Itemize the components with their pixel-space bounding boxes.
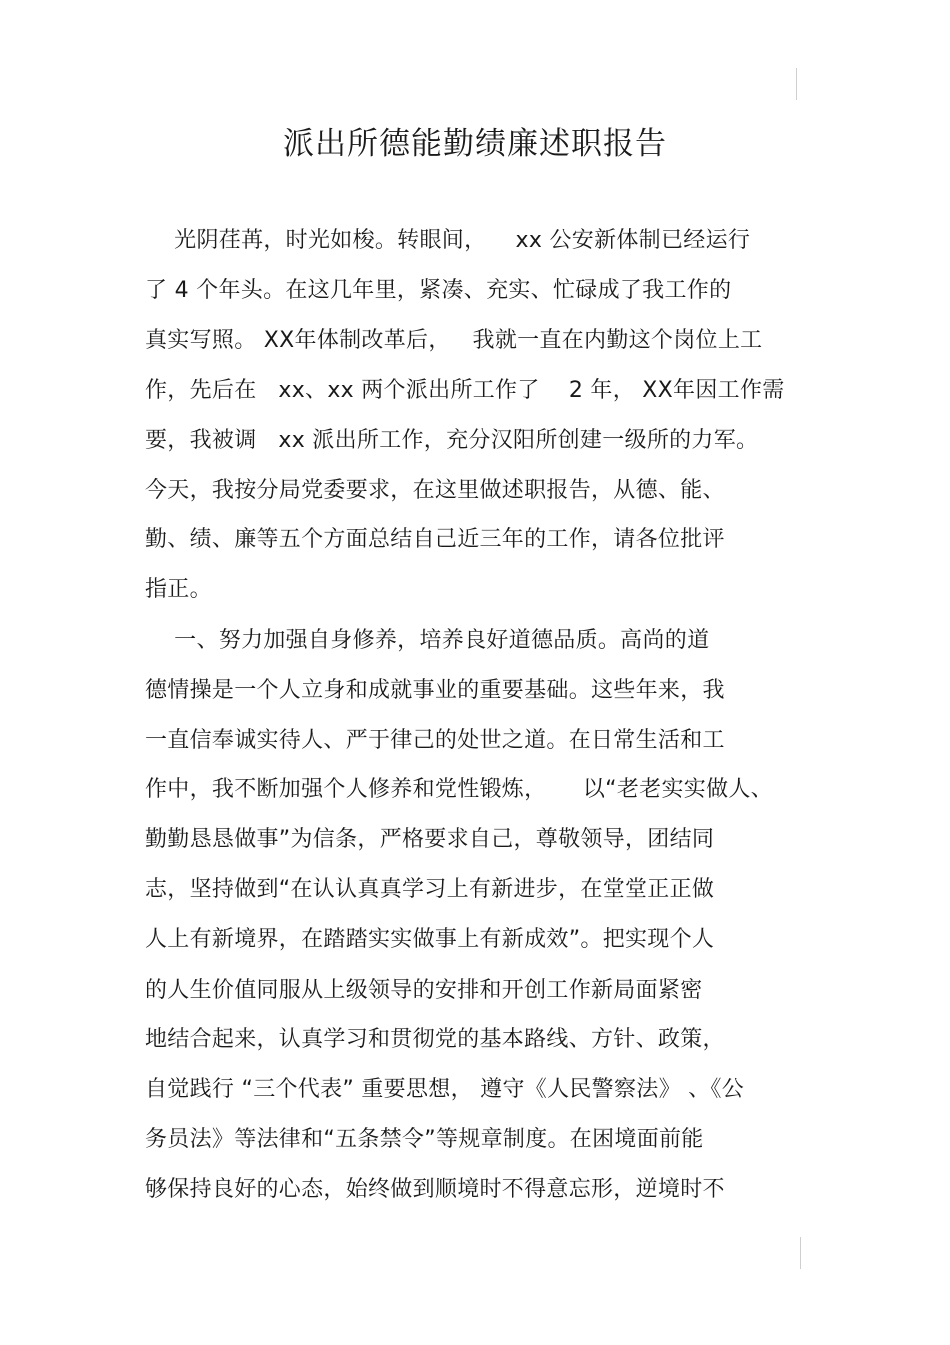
body-line: 一、努力加强自身修养，培养良好道德品质。高尚的道 xyxy=(145,628,710,653)
body-line: 了 4 个年头。在这几年里，紧凑、充实、忙碌成了我工作的 xyxy=(145,278,732,303)
document-title: 派出所德能勤绩廉述职报告 xyxy=(283,126,667,162)
body-line: 务员法》等法律和“五条禁令”等规章制度。在困境面前能 xyxy=(145,1127,704,1152)
body-line: 作中，我不断加强个人修养和党性锻炼， 以“老老实实做人、 xyxy=(145,777,773,802)
body-line: 德情操是一个人立身和成就事业的重要基础。这些年来，我 xyxy=(145,678,725,703)
body-line: 今天，我按分局党委要求，在这里做述职报告，从德、能、 xyxy=(145,478,725,503)
body-line: 光阴荏苒，时光如梭。转眼间， xx 公安新体制已经运行 xyxy=(145,228,751,253)
body-line: 要，我被调 xx 派出所工作，充分汉阳所创建一级所的力军。 xyxy=(145,428,759,453)
body-line: 作，先后在 xx、xx 两个派出所工作了 2 年， XX年因工作需 xyxy=(145,378,785,403)
body-line: 勤勤恳恳做事”为信条，严格要求自己，尊敬领导，团结同 xyxy=(145,827,715,852)
body-line: 志，坚持做到“在认认真真学习上有新进步，在堂堂正正做 xyxy=(145,877,715,902)
body-line: 够保持良好的心态，始终做到顺境时不得意忘形，逆境时不 xyxy=(145,1177,725,1202)
body-line: 勤、绩、廉等五个方面总结自己近三年的工作，请各位批评 xyxy=(145,527,725,552)
body-line: 自觉践行 “三个代表” 重要思想， 遵守《人民警察法》 、《公 xyxy=(145,1077,745,1102)
body-line: 一直信奉诚实待人、严于律己的处世之道。在日常生活和工 xyxy=(145,728,725,753)
body-line: 的人生价值同服从上级领导的安排和开创工作新局面紧密 xyxy=(145,978,703,1003)
body-line: 地结合起来，认真学习和贯彻党的基本路线、方针、政策， xyxy=(145,1027,725,1052)
body-line: 指正。 xyxy=(145,577,212,602)
body-line: 人上有新境界，在踏踏实实做事上有新成效”。把实现个人 xyxy=(145,927,715,952)
body-line: 真实写照。 XX年体制改革后， 我就一直在内勤这个岗位上工 xyxy=(145,328,763,353)
